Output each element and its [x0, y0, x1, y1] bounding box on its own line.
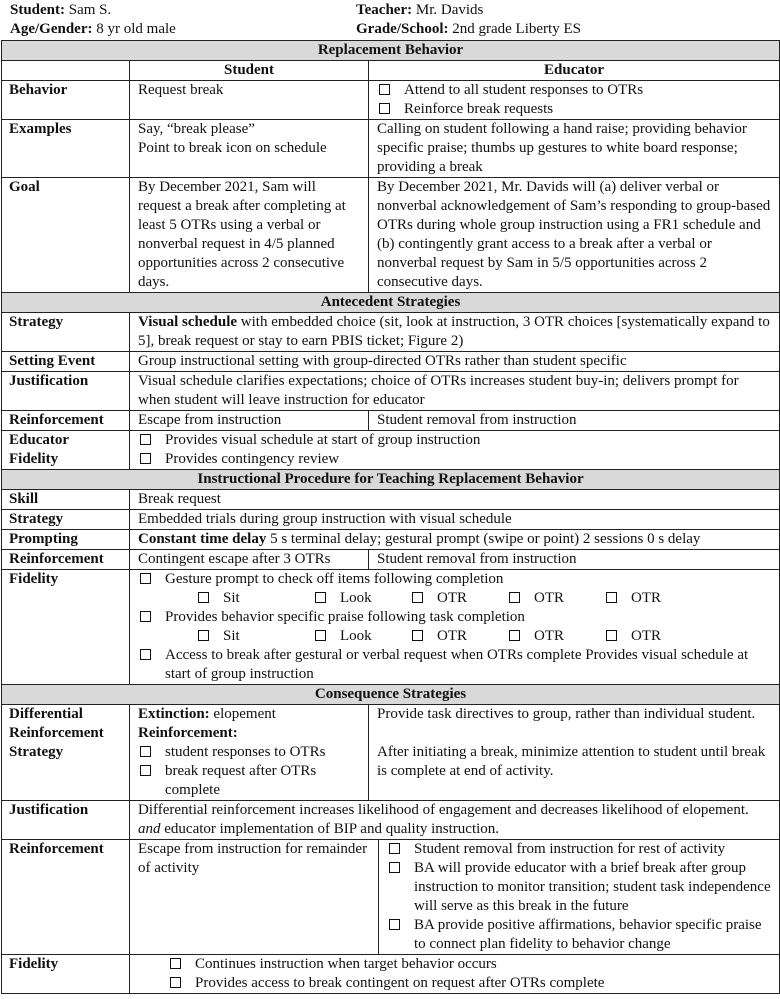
consequence-fidelity-label: Fidelity [2, 955, 130, 994]
section-replacement-behavior: Replacement Behavior [2, 41, 780, 61]
checkbox-icon [140, 746, 151, 757]
instructional-reinforcement-label: Reinforcement [2, 550, 130, 570]
educator-fidelity-label: Educator Fidelity [2, 431, 130, 470]
checklist-row: Sit Look OTR OTR OTR [138, 589, 771, 608]
antecedent-reinforcement-label: Reinforcement [2, 411, 130, 431]
consequence-fidelity-items: Continues instruction when target behavior occurs Provides access to break contingent on request after OTRs complete [130, 955, 780, 994]
behavior-educator: Attend to all student responses to OTRs Reinforce break requests [369, 81, 780, 120]
consequence-justification-text: Differential reinforcement increases likelihood of engagement and decreases likelihood of elopement. and educator implementation of BIP and quality instruction. [130, 801, 780, 840]
checkbox-icon [412, 630, 423, 641]
goal-student: By December 2021, Sam will request a break after completing at least 5 OTRs using a verbal or nonverbal request in 4/5 planned opportunities across 2 consecutive days. [130, 178, 369, 293]
checkbox-icon [509, 592, 520, 603]
dr-strategy-label: Differential Reinforcement Strategy [2, 705, 130, 801]
checkbox-icon [198, 592, 209, 603]
section-antecedent-strategies: Antecedent Strategies [2, 293, 780, 313]
student-column-header: Student [130, 61, 369, 81]
behavior-plan-table [1, 40, 780, 994]
instructional-strategy-label: Strategy [2, 510, 130, 530]
checkbox-icon [140, 649, 151, 660]
teacher-label: Teacher: [356, 2, 413, 18]
age-label: Age/Gender: [10, 21, 93, 37]
teacher-name: Mr. Davids [415, 2, 484, 18]
checkbox-icon [140, 434, 151, 445]
checkbox-icon [389, 843, 400, 854]
goal-educator: By December 2021, Mr. Davids will (a) deliver verbal or nonverbal acknowledgement of Sam’s responding to group-based OTRs during whole group instruction using a FR1 schedule and (b) contingently grant access to a break after a verbal or nonverbal request by Sam in 5/5 opportunities across 2 consecutive days. [369, 178, 780, 293]
checkbox-icon [379, 84, 390, 95]
prompting-label: Prompting [2, 530, 130, 550]
section-instructional-procedure: Instructional Procedure for Teaching Replacement Behavior [2, 470, 780, 490]
document-header [0, 0, 780, 40]
consequence-reinforcement-educator: Student removal from instruction for rest of activity BA will provide educator with a brief break after group instruction to monitor transition; student task independence will serve as this break in the future BA provide positive affirmations, behavior specific praise to connect plan fidelity to behavior change [379, 840, 780, 955]
checkbox-icon [389, 919, 400, 930]
setting-event-text: Group instructional setting with group-directed OTRs rather than student specific [130, 352, 780, 372]
instructional-reinforcement-educator: Student removal from instruction [369, 550, 780, 570]
checkbox-icon [170, 977, 181, 988]
age-value: 8 yr old male [96, 21, 176, 37]
header-right [356, 1, 581, 39]
checkbox-icon [509, 630, 520, 641]
prompting-text: Constant time delay 5 s terminal delay; gestural prompt (swipe or point) 2 sessions 0 s delay [130, 530, 780, 550]
antecedent-strategy-label: Strategy [2, 313, 130, 352]
header-left [10, 1, 176, 39]
consequence-justification-label: Justification [2, 801, 130, 840]
dr-educator: Provide task directives to group, rather than individual student. After initiating a break, minimize attention to student until break is complete at end of activity. [369, 705, 780, 801]
grade-value: 2nd grade Liberty ES [452, 21, 581, 37]
antecedent-reinforcement-student: Escape from instruction [130, 411, 369, 431]
checkbox-icon [140, 573, 151, 584]
behavior-student: Request break [130, 81, 369, 120]
checklist-row: Sit Look OTR OTR OTR [138, 627, 771, 646]
examples-label: Examples [2, 120, 130, 178]
checkbox-icon [412, 592, 423, 603]
checkbox-icon [315, 630, 326, 641]
student-name: Sam S. [68, 2, 112, 18]
empty-header-cell [2, 61, 130, 81]
dr-student: Extinction: elopement Reinforcement: student responses to OTRs break request after OTRs complete [130, 705, 369, 801]
checkbox-icon [389, 862, 400, 873]
antecedent-justification-text: Visual schedule clarifies expectations; choice of OTRs increases student buy-in; delivers prompt for when student will leave instruction for educator [130, 372, 780, 411]
checkbox-icon [606, 592, 617, 603]
antecedent-strategy-text: Visual schedule with embedded choice (sit, look at instruction, 3 OTR choices [systematically expand to 5], break request or stay to earn PBIS ticket; Figure 2) [130, 313, 780, 352]
goal-label: Goal [2, 178, 130, 293]
checkbox-icon [379, 103, 390, 114]
grade-label: Grade/School: [356, 21, 449, 37]
checkbox-icon [140, 453, 151, 464]
checkbox-icon [315, 592, 326, 603]
instructional-fidelity-label: Fidelity [2, 570, 130, 685]
setting-event-label: Setting Event [2, 352, 130, 372]
antecedent-reinforcement-educator: Student removal from instruction [369, 411, 780, 431]
consequence-reinforcement-student: Escape from instruction for remainder of activity [130, 840, 379, 955]
educator-column-header: Educator [369, 61, 780, 81]
student-label: Student: [10, 2, 66, 18]
instructional-strategy-text: Embedded trials during group instruction with visual schedule [130, 510, 780, 530]
checkbox-icon [140, 765, 151, 776]
educator-fidelity-items: Provides visual schedule at start of group instruction Provides contingency review [130, 431, 780, 470]
consequence-reinforcement-label: Reinforcement [2, 840, 130, 955]
examples-student: Say, “break please” Point to break icon on schedule [130, 120, 369, 178]
antecedent-justification-label: Justification [2, 372, 130, 411]
instructional-fidelity-items: Gesture prompt to check off items following completion Sit Look OTR OTR OTR Provides behavior specific praise following task completion Sit Look OTR OTR OTR Access to break after gestural or verbal request when OTRs complete Provides visual schedule at start of group instruction [130, 570, 780, 685]
examples-educator: Calling on student following a hand raise; providing behavior specific praise; thumbs up gestures to white board response; providing a break [369, 120, 780, 178]
checkbox-icon [198, 630, 209, 641]
checkbox-icon [170, 958, 181, 969]
skill-label: Skill [2, 490, 130, 510]
section-consequence-strategies: Consequence Strategies [2, 685, 780, 705]
checkbox-icon [606, 630, 617, 641]
skill-text: Break request [130, 490, 780, 510]
checkbox-icon [140, 611, 151, 622]
instructional-reinforcement-student: Contingent escape after 3 OTRs [130, 550, 369, 570]
behavior-label: Behavior [2, 81, 130, 120]
